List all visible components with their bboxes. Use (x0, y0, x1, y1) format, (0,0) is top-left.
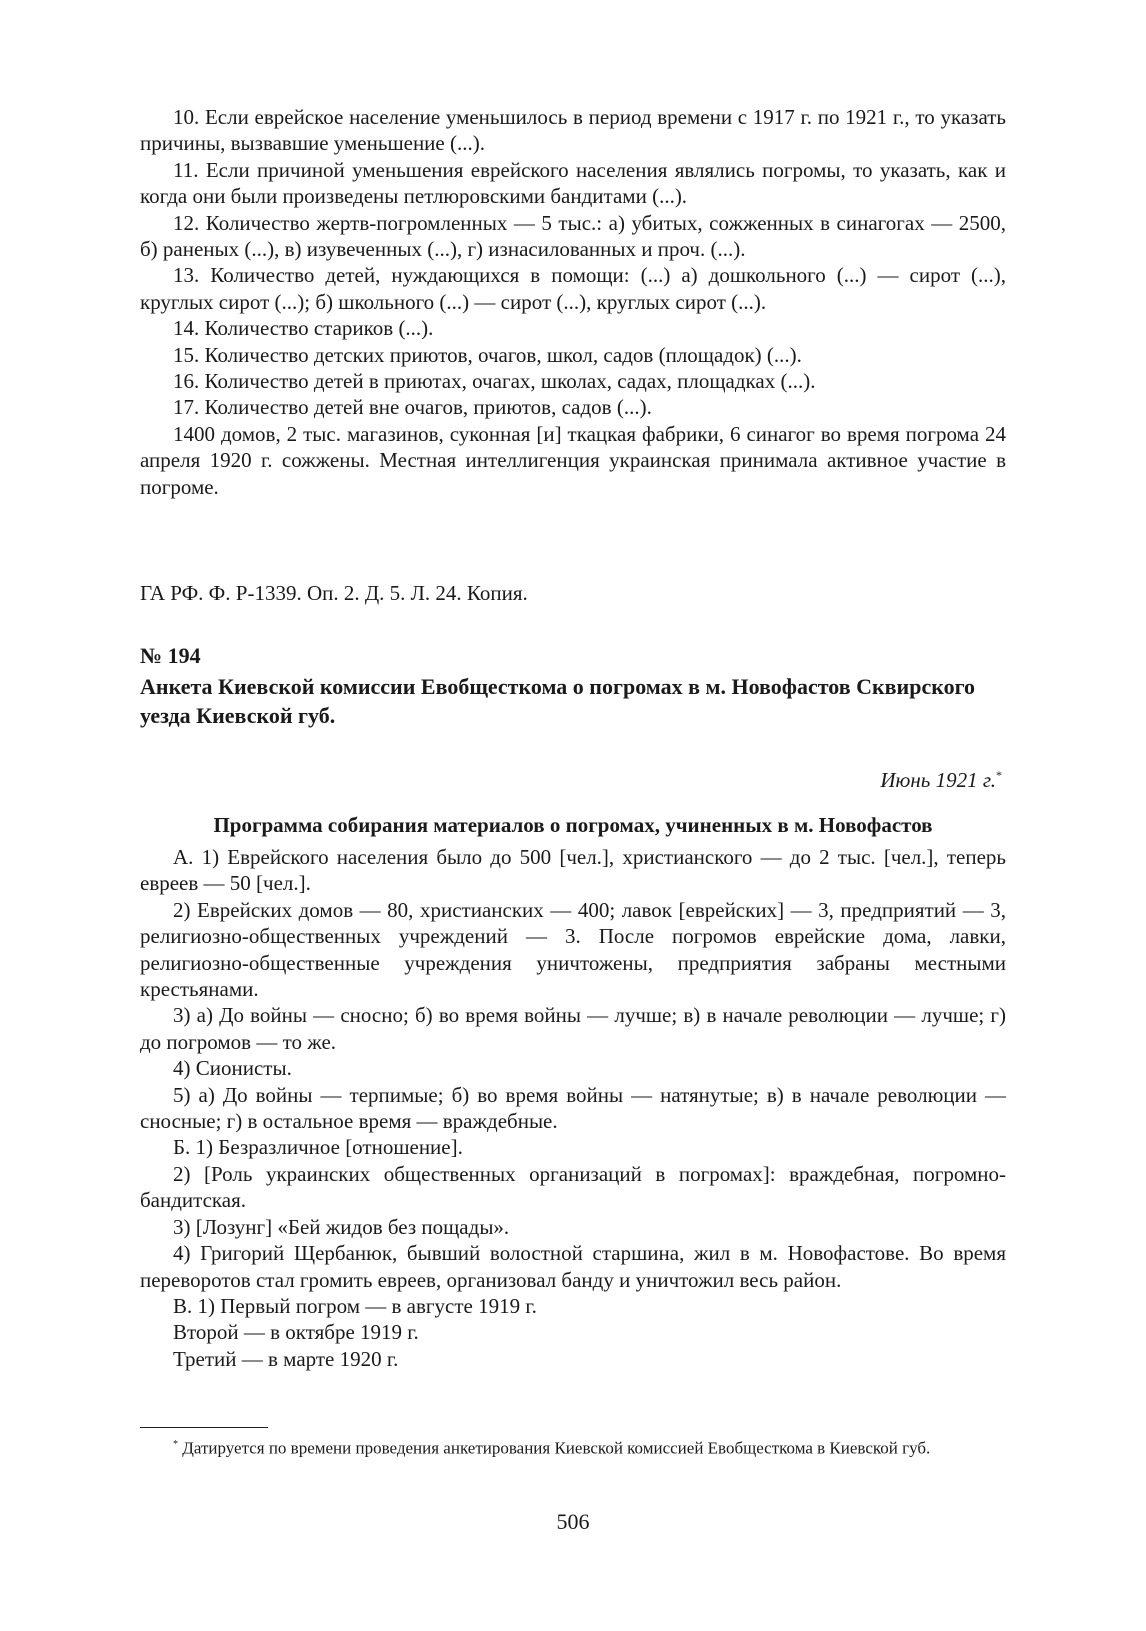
question-13: 13. Количество детей, нуждающихся в помощи: (...) а) дошкольного (...) — сирот (...), круглых сирот (...); б) школьного (...) — сирот (...), круглых сирот (...). (140, 263, 1006, 314)
answer-v1-second: Второй — в октябре 1919 г. (173, 1320, 419, 1345)
questionnaire-answers (140, 844, 1006, 1372)
answer-v1-third: Третий — в марте 1920 г. (173, 1346, 399, 1371)
question-14: 14. Количество стариков (...). (173, 316, 434, 341)
questionnaire-items (140, 104, 1006, 500)
page-number: 506 (556, 1509, 590, 1534)
document-number: № 194 (140, 643, 201, 668)
answer-b3: 3) [Лозунг] «Бей жидов без пощады». (173, 1214, 510, 1239)
question-17: 17. Количество детей вне очагов, приютов, садов (...). (173, 395, 652, 420)
footnote-text: Датируется по времени проведения анкетирования Киевской комиссией Евобщесткома в Киевской губ. (182, 1438, 931, 1458)
document-date (880, 762, 1002, 793)
footnote-divider (140, 1427, 268, 1428)
question-12: 12. Количество жертв-погромленных — 5 тыс.: а) убитых, сожженных в синагогах — 2500, б) раненых (...), в) изувеченных (...), г) изнасилованных и проч. (...). (140, 210, 1006, 262)
answer-b2: 2) [Роль украинских общественных организаций в погромах]: враждебная, погромно-бандитская. (140, 1161, 1006, 1213)
answer-b4: 4) Григорий Щербанюк, бывший волостной старшина, жил в м. Новофастове. Во время переворотов стал громить евреев, организовал банду и уничтожил весь район. (140, 1241, 1006, 1292)
footnote (140, 1434, 1006, 1460)
answer-a2: 2) Еврейских домов — 80, христианских — 400; лавок [еврейских] — 3, предприятий — 3, религиозно-общественных учреждений — 3. После погромов еврейские дома, лавки, религиозно-общественные учреждения уничтожены, предприятия забраны местными крестьянами. (140, 897, 1006, 1002)
archive-source: ГА РФ. Ф. Р-1339. Оп. 2. Д. 5. Л. 24. Копия. (140, 581, 528, 605)
answer-a1: А. 1) Еврейского населения было до 500 [чел.], христианского — до 2 тыс. [чел.], теперь евреев — 50 [чел.]. (140, 845, 1006, 896)
question-16: 16. Количество детей в приютах, очагах, школах, садах, площадках (...). (173, 369, 816, 394)
document-title: Анкета Киевской комиссии Евобщесткома о погромах в м. Новофастов Сквирского уезда Киевской губ. (140, 674, 976, 728)
section-subheading: Программа собирания материалов о погромах, учиненных в м. Новофастов (213, 813, 933, 837)
answer-b1: Б. 1) Безразличное [отношение]. (173, 1135, 463, 1160)
question-11: 11. Если причиной уменьшения еврейского населения являлись погромы, то указать, как и когда они были произведены петлюровскими бандитами (...). (140, 157, 1006, 209)
answer-v1: В. 1) Первый погром — в августе 1919 г. (173, 1293, 537, 1318)
closing-paragraph: 1400 домов, 2 тыс. магазинов, суконная [и] ткацкая фабрики, 6 синагог во время погрома 24 апреля 1920 г. сожжены. Местная интеллигенция украинская принимала активное участие в погроме. (140, 421, 1006, 499)
document-date-text: Июнь 1921 г. (880, 768, 996, 792)
question-10: 10. Если еврейское население уменьшилось в период времени с 1917 г. по 1921 г., то указать причины, вызвавшие уменьшение (...). (140, 105, 1006, 156)
answer-a4: 4) Сионисты. (173, 1056, 292, 1081)
footnote-reference: * (996, 768, 1002, 782)
answer-a3: 3) а) До войны — сносно; б) во время войны — лучше; в) в начале революции — лучше; г) до погромов — то же. (140, 1003, 1006, 1054)
answer-a5: 5) а) До войны — терпимые; б) во время войны — натянутые; в) в начале революции — сносные; г) в остальное время — враждебные. (140, 1082, 1006, 1134)
question-15: 15. Количество детских приютов, очагов, школ, садов (площадок) (...). (173, 342, 802, 367)
footnote-mark: * (173, 1439, 178, 1450)
